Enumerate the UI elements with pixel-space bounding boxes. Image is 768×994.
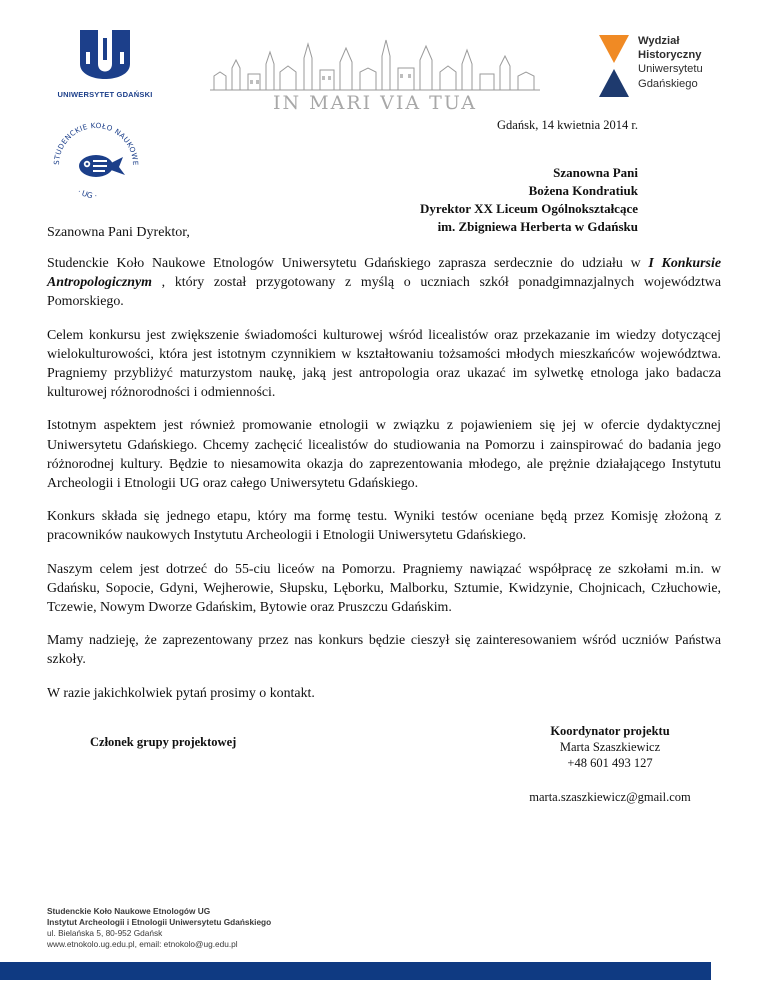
seal-emblem-icon [47, 113, 145, 211]
university-name: UNIWERSYTET GDAŃSKI [57, 90, 153, 99]
seal-text-top: STUDENCKIE KOŁO NAUKOWE [51, 120, 141, 166]
body-paragraph: Konkurs składa się jednego etapu, który ma formę testu. Wyniki testów oceniane będą przez Komisję złożoną z pracowników naukowych Instytutu Archeologii i Etnologii Uniwersytetu Gdańskiego. [47, 509, 721, 544]
body-paragraph: Mamy nadzieję, że zaprezentowany przez nas konkurs będzie cieszył się zainteresowaniem wśród uczniów Państwa szkoły. [47, 633, 721, 668]
recipient-line: im. Zbigniewa Herberta w Gdańsku [437, 219, 638, 234]
body-text: Studenckie Koło Naukowe Etnologów Uniwersytetu Gdańskiego zaprasza serdecznie do udziału w [47, 256, 649, 271]
faculty-line: Gdańskiego [638, 77, 698, 90]
coordinator-email: marta.szaszkiewicz@gmail.com [529, 790, 691, 804]
body-paragraph: W razie jakichkolwiek pytań prosimy o kontakt. [47, 685, 315, 701]
body-paragraph [47, 254, 721, 312]
coordinator-title: Koordynator projektu [550, 724, 670, 738]
faculty-line: Uniwersytetu [638, 63, 703, 76]
footer-bar [0, 962, 711, 980]
body-paragraph: Naszym celem jest dotrzeć do 55-ciu liceów na Pomorzu. Pragniemy nawiązać współpracę ze szkołami m.in. w Gdańsku, Sopocie, Gdyni, Wejherowie, Słupsku, Lęborku, Malborku, Sztumie, Kwidzynie, Chojnicach, Człuchowie, Tczewie, Nowym Dworze Gdańskim, Bytowie oraz Pruszczu Gdańskim. [47, 561, 721, 616]
faculty-line: Historyczny [638, 49, 702, 62]
letter-date: Gdańsk, 14 kwietnia 2014 r. [497, 118, 638, 132]
signature-coordinator [510, 723, 710, 771]
city-skyline-icon [210, 38, 540, 93]
ug-crest-icon [74, 28, 136, 88]
signature-member: Członek grupy projektowej [90, 735, 237, 749]
motto-text: IN MARI VIA TUA [272, 92, 477, 114]
footer-address [47, 906, 271, 950]
coordinator-name: Marta Szaszkiewicz [559, 740, 661, 754]
letter-body [47, 254, 721, 717]
recipient-line: Dyrektor XX Liceum Ogólnokształcące [420, 201, 638, 216]
faculty-triangles-icon [597, 33, 631, 99]
contest-name: I Konkursie Antropologicznym [47, 256, 721, 291]
recipient-line: Bożena Kondratiuk [528, 183, 638, 198]
faculty-line: Wydział [638, 35, 680, 47]
body-paragraph: Istotnym aspektem jest również promowanie etnologii w związku z pojawieniem się jej w ofercie dydaktycznej Uniwersytetu Gdańskiego. Chcemy zachęcić licealistów do studiowania na Pomorzu i zainspirować do badania jego różnorodnej kultury. Będzie to niesamowita okazja do zaprezentowania młodego, ale prężnie działającego Instytutu Archeologii i Etnologii UG oraz całego Uniwersytetu Gdańskiego. [47, 418, 721, 492]
svg-text:· UG · [76, 187, 97, 200]
body-text: , który został przygotowany z myślą o uczniach szkół ponadgimnazjalnych województwa Pomorskiego. [47, 275, 721, 310]
faculty-name [638, 34, 703, 91]
footer-line: Studenckie Koło Naukowe Etnologów UG [47, 906, 211, 916]
recipient-block [420, 164, 638, 236]
coordinator-phone: +48 601 493 127 [567, 756, 653, 770]
seal-text-bottom: · UG · [75, 186, 98, 201]
footer-line: Instytut Archeologii i Etnologii Uniwersytetu Gdańskiego [47, 917, 272, 927]
footer-line: ul. Bielańska 5, 80-952 Gdańsk [47, 928, 163, 938]
university-logo [50, 28, 160, 98]
body-paragraph: Celem konkursu jest zwiększenie świadomości kulturowej wśród licealistów oraz przekazanie im wiedzy dotyczącej wielokulturowości, która jest istotnym czynnikiem w kształtowaniu tożsamości młodych mieszkańców województwa. Pragniemy przybliżyć maturzystom naukę, jaką jest antropologia oraz ukazać im sylwetkę etnologa jako badacza kulturowej różnorodności i odmienności. [47, 327, 721, 401]
salutation: Szanowna Pani Dyrektor, [47, 225, 190, 240]
faculty-logo [597, 33, 727, 103]
gdansk-skyline-banner [210, 38, 540, 114]
recipient-line: Szanowna Pani [553, 165, 638, 180]
footer-line: www.etnokolo.ug.edu.pl, email: etnokolo@ug.edu.pl [47, 939, 238, 949]
club-seal-logo [47, 113, 145, 211]
